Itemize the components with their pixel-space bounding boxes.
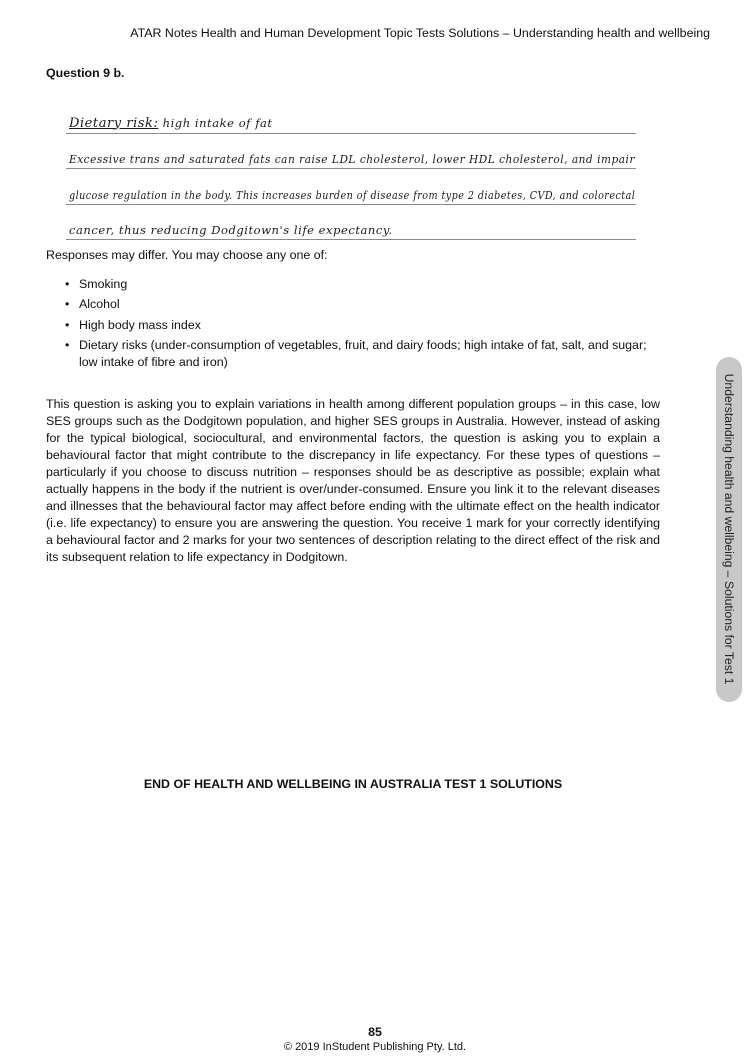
- response-options-list: [62, 276, 660, 375]
- page-number: 85: [368, 1025, 382, 1039]
- explanation-paragraph: This question is asking you to explain variations in health among different population groups – in this case, low SES groups such as the Dodgitown population, and higher SES groups in Australia. However, instead of asking for the typical biological, sociocultural, and environmental factors, the question is asking you to explain a behavioural factor that might contribute to the discrepancy in life expectancy. For these types of questions – particularly if you choose to discuss nutrition – responses should be as descriptive as possible; explain what actually happens in the body if the nutrient is over/under-consumed. Ensure you link it to the relevant diseases and illnesses that the behavioural factor may affect before ending with the ultimate effect on the health indicator (i.e. life expectancy) to ensure you are answering the question. You receive 1 mark for your correctly identifying a behavioural factor and 2 marks for your two sentences of description relating to the direct effect of the risk and its subsequent relation to life expectancy in Dodgitown.: [46, 397, 660, 564]
- answer-line: [66, 134, 636, 170]
- bullet: •: [65, 297, 70, 312]
- side-tab-label: Understanding health and wellbeing – Solutions for Test 1: [722, 373, 736, 685]
- list-item: [62, 276, 660, 293]
- handwritten-answer: [66, 98, 636, 240]
- answer-line: [66, 169, 636, 205]
- section-side-tab: [716, 357, 742, 702]
- list-item: [62, 337, 660, 371]
- list-item-text: Dietary risks (under-consumption of vegetables, fruit, and dairy foods; high intake of fat, salt, and sugar; low intake of fibre and iron): [79, 338, 647, 370]
- list-item-text: Alcohol: [79, 297, 120, 312]
- bullet: •: [65, 277, 70, 291]
- list-item-text: Smoking: [79, 277, 128, 291]
- answer-line-text: [69, 116, 273, 131]
- answer-line-text: glucose regulation in the body. This increases burden of disease from type 2 diabetes, CVD, and colorectal: [69, 187, 636, 202]
- answer-line: [66, 205, 636, 241]
- responses-intro: Responses may differ. You may choose any one of:: [46, 248, 328, 262]
- answer-line-text: cancer, thus reducing Dodgitown's life expectancy.: [69, 223, 393, 237]
- answer-line-text: Excessive trans and saturated fats can raise LDL cholesterol, lower HDL cholesterol, and impair: [69, 152, 635, 166]
- bullet: •: [65, 317, 70, 332]
- running-header: ATAR Notes Health and Human Development Topic Tests Solutions – Understanding health and wellbeing: [130, 26, 710, 40]
- answer-label: Dietary risk:: [69, 115, 159, 131]
- answer-line: [66, 98, 636, 134]
- list-item: [62, 317, 660, 334]
- list-item-text: High body mass index: [79, 317, 201, 332]
- copyright: © 2019 InStudent Publishing Pty. Ltd.: [283, 1041, 467, 1053]
- bullet: •: [65, 338, 70, 353]
- list-item: [62, 296, 660, 313]
- answer-label-value: high intake of fat: [162, 115, 273, 130]
- question-title: Question 9 b.: [46, 66, 125, 80]
- end-of-solutions-heading: END OF HEALTH AND WELLBEING IN AUSTRALIA TEST 1 SOLUTIONS: [143, 777, 563, 791]
